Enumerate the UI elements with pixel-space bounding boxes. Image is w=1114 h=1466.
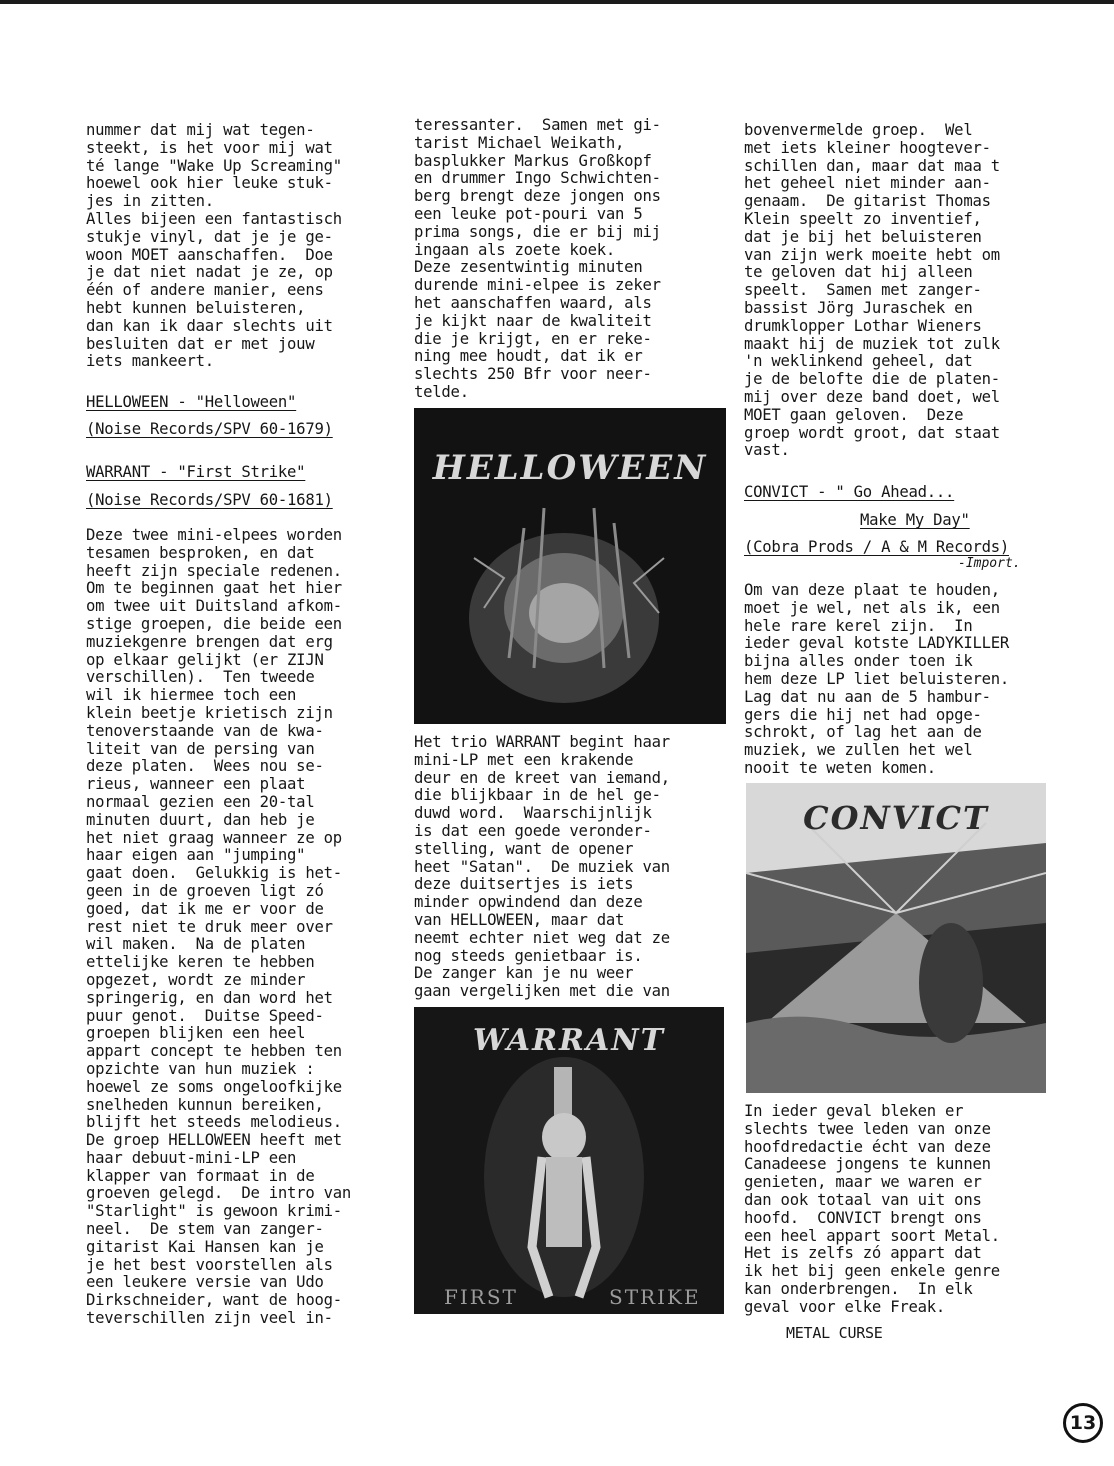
warrant-cover-logo: WARRANT xyxy=(473,1023,665,1058)
column-2-middle xyxy=(414,734,670,1001)
text-line: genaam. De gitarist Thomas xyxy=(744,192,991,211)
text-line: duwd word. Waarschijnlijk xyxy=(414,804,652,823)
text-line: ieder geval kotste LADYKILLER xyxy=(744,634,1010,653)
warrant-album-cover xyxy=(414,1007,724,1314)
text-line: basplukker Markus Großkopf xyxy=(414,151,652,170)
text-line: schillen dan, maar dat maa t xyxy=(744,156,1000,175)
column-2-top xyxy=(414,117,661,402)
text-line: heet "Satan". De muziek van xyxy=(414,857,670,876)
text-line: prima songs, die er bij mij xyxy=(414,222,661,241)
text-line: wil maken. Na de platen xyxy=(86,935,306,954)
text-line: moet je wel, net als ik, een xyxy=(744,598,1000,617)
text-line: hebt kunnen beluisteren, xyxy=(86,298,306,317)
text-line: opzichte van hun muziek : xyxy=(86,1059,315,1078)
text-line: dan kan ik daar slechts uit xyxy=(86,316,333,335)
text-line: Om te beginnen gaat het hier xyxy=(86,579,342,598)
text-line: té lange "Wake Up Screaming" xyxy=(86,156,342,175)
text-line: haar debuut-mini-LP een xyxy=(86,1148,297,1167)
convict-album-cover xyxy=(746,783,1046,1093)
text-line: heeft zijn speciale redenen. xyxy=(86,561,342,580)
text-line: neel. De stem van zanger- xyxy=(86,1220,324,1239)
text-line: van HELLOWEEN, maar dat xyxy=(414,910,625,929)
text-line: met iets kleiner hoogtever- xyxy=(744,138,991,157)
text-line: een leuke pot-pouri van 5 xyxy=(414,204,643,223)
text-line: rest niet te druk meer over xyxy=(86,917,333,936)
text-line: groepen blijken een heel xyxy=(86,1024,306,1043)
text-line: gaan vergelijken met die van xyxy=(414,982,670,1001)
text-line: en drummer Ingo Schwichten- xyxy=(414,169,661,188)
text-line: op elkaar gelijkt (er ZIJN xyxy=(86,650,324,669)
warrant-cover-first: FIRST xyxy=(444,1285,518,1309)
helloween-cover-logo: HELLOWEEN xyxy=(432,448,708,488)
text-line: klein beetje krietisch zijn xyxy=(86,703,333,722)
text-line: tarist Michael Weikath, xyxy=(414,133,625,152)
helloween-review-label: (Noise Records/SPV 60-1679) xyxy=(86,420,333,438)
text-line: om twee uit Duitsland afkom- xyxy=(86,597,342,616)
text-line: appart concept te hebben ten xyxy=(86,1042,342,1061)
text-line: je kijkt naar de kwaliteit xyxy=(414,311,652,330)
text-line: liteit van de persing van xyxy=(86,739,315,758)
text-line: MOET gaan geloven. Deze xyxy=(744,405,964,424)
text-line: rieus, wanneer een plaat xyxy=(86,775,306,794)
text-line: hoofdredactie écht van deze xyxy=(744,1137,991,1156)
text-line: muziekgenre brengen dat erg xyxy=(86,632,333,651)
text-line: is dat een goede veronder- xyxy=(414,821,652,840)
text-line: kan onderbrengen. In elk xyxy=(744,1279,973,1298)
text-line: springerig, en dan word het xyxy=(86,988,333,1007)
text-line: stukje vinyl, dat je je ge- xyxy=(86,227,333,246)
top-border xyxy=(0,0,1114,4)
text-line: je dat niet nadat je ze, op xyxy=(86,263,333,282)
text-line: iets mankeert. xyxy=(86,352,214,371)
text-line: gitarist Kai Hansen kan je xyxy=(86,1237,324,1256)
text-line: In ieder geval bleken er xyxy=(744,1102,964,1120)
text-line: dan ook totaal van uit ons xyxy=(744,1190,982,1209)
text-line: jes in zitten. xyxy=(86,192,214,211)
text-line: van zijn werk moeite hebt om xyxy=(744,245,1000,264)
text-line: mini-LP met een krakende xyxy=(414,750,634,769)
warrant-review-title: WARRANT - "First Strike" xyxy=(86,463,306,481)
warrant-review-label: (Noise Records/SPV 60-1681) xyxy=(86,491,333,509)
text-line: Klein speelt zo inventief, xyxy=(744,209,982,228)
text-line: bijna alles onder toen ik xyxy=(744,652,973,671)
text-line: één of andere manier, eens xyxy=(86,281,324,300)
text-line: groep wordt groot, dat staat xyxy=(744,423,1000,442)
helloween-album-cover xyxy=(414,408,726,724)
text-line: muziek, we zullen het wel xyxy=(744,741,973,760)
text-line: haar eigen aan "jumping" xyxy=(86,846,306,865)
text-line: het aanschaffen waard, als xyxy=(414,293,652,312)
text-line: berg brengt deze jongen ons xyxy=(414,187,661,206)
convict-cover-logo: CONVICT xyxy=(803,799,989,837)
text-line: deze platen. Wees nou se- xyxy=(86,757,324,776)
text-line: opgezet, wordt ze minder xyxy=(86,970,306,989)
text-line: "Starlight" is gewoon krimi- xyxy=(86,1202,342,1221)
text-line: speelt. Samen met zanger- xyxy=(744,281,982,300)
text-line: ning mee houdt, dat ik er xyxy=(414,347,643,366)
text-line: Alles bijeen een fantastisch xyxy=(86,209,342,228)
text-line: te geloven dat hij alleen xyxy=(744,263,973,282)
text-line: die je krijgt, en er reke- xyxy=(414,329,652,348)
text-line: slechts twee leden van onze xyxy=(744,1119,991,1138)
text-line: een heel appart soort Metal. xyxy=(744,1226,1000,1245)
text-line: stige groepen, die beide een xyxy=(86,614,342,633)
text-line: minuten duurt, dan heb je xyxy=(86,810,315,829)
text-line: Deze twee mini-elpees worden xyxy=(86,526,342,544)
text-line: vast. xyxy=(744,441,790,460)
text-line: 'n weklinkend geheel, dat xyxy=(744,352,973,371)
author-signature: METAL CURSE xyxy=(786,1324,883,1342)
convict-review-title-2: Make My Day" xyxy=(860,511,970,529)
text-line: dat je bij het beluisteren xyxy=(744,227,982,246)
text-line: bovenvermelde groep. Wel xyxy=(744,121,973,139)
page-number: 13 xyxy=(1063,1403,1103,1443)
column-3-middle xyxy=(744,582,1009,778)
text-line: Dirkschneider, want de hoog- xyxy=(86,1291,342,1310)
text-line: ettelijke keren te hebben xyxy=(86,953,315,972)
text-line: blijft het steeds melodieus. xyxy=(86,1113,342,1132)
convict-import-note: -Import. xyxy=(958,556,1021,571)
convict-review-label: (Cobra Prods / A & M Records) xyxy=(744,538,1010,556)
text-line: groeven gelegd. De intro van xyxy=(86,1184,352,1203)
text-line: puur genot. Duitse Speed- xyxy=(86,1006,324,1025)
text-line: hele rare kerel zijn. In xyxy=(744,616,973,635)
text-line: ingaan als zoete koek. xyxy=(414,240,616,259)
text-line: teverschillen zijn veel in- xyxy=(86,1309,333,1328)
text-line: slechts 250 Bfr voor neer- xyxy=(414,365,652,384)
text-line: deur en de kreet van iemand, xyxy=(414,768,670,787)
text-line: gers die hij net had opge- xyxy=(744,705,982,724)
text-line: De groep HELLOWEEN heeft met xyxy=(86,1131,342,1150)
column-3-bottom xyxy=(744,1103,1000,1317)
text-line: minder opwindend dan deze xyxy=(414,893,643,912)
text-line: je de belofte die de platen- xyxy=(744,370,1000,389)
text-line: Canadeese jongens te kunnen xyxy=(744,1155,991,1174)
column-1-body xyxy=(86,527,351,1328)
text-line: bassist Jörg Juraschek en xyxy=(744,298,973,317)
text-line: Het is zelfs zó appart dat xyxy=(744,1244,982,1263)
column-3-top xyxy=(744,122,1000,460)
text-line: steekt, is het voor mij wat xyxy=(86,138,333,157)
text-line: neemt echter niet weg dat ze xyxy=(414,928,670,947)
text-line: nummer dat mij wat tegen- xyxy=(86,121,315,139)
text-line: geen in de groeven ligt zó xyxy=(86,881,324,900)
text-line: snelheden kunnun bereiken, xyxy=(86,1095,324,1114)
text-line: normaal gezien een 20-tal xyxy=(86,792,315,811)
text-line: genieten, maar we waren er xyxy=(744,1173,982,1192)
text-line: die blijkbaar in de hel ge- xyxy=(414,786,661,805)
text-line: hoewel ook hier leuke stuk- xyxy=(86,174,333,193)
text-line: woon MOET aanschaffen. Doe xyxy=(86,245,333,264)
text-line: gaat doen. Gelukkig is het- xyxy=(86,864,342,883)
text-line: besluiten dat er met jouw xyxy=(86,334,315,353)
text-line: goed, dat ik me er voor de xyxy=(86,899,324,918)
text-line: het niet graag wanneer ze op xyxy=(86,828,342,847)
text-line: Deze zesentwintig minuten xyxy=(414,258,643,277)
text-line: verschillen). Ten tweede xyxy=(86,668,315,687)
warrant-cover-strike: STRIKE xyxy=(609,1285,701,1309)
text-line: wil ik hiermee toch een xyxy=(86,686,297,705)
text-line: hoewel ze soms ongeloofkijke xyxy=(86,1077,342,1096)
text-line: maakt hij de muziek tot zulk xyxy=(744,334,1000,353)
text-line: tesamen besproken, en dat xyxy=(86,543,315,562)
text-line: ik het bij geen enkele genre xyxy=(744,1262,1000,1281)
text-line: Om van deze plaat te houden, xyxy=(744,581,1000,599)
column-1-intro xyxy=(86,122,342,371)
text-line: schrokt, of lag het aan de xyxy=(744,723,982,742)
helloween-review-title: HELLOWEEN - "Helloween" xyxy=(86,393,297,411)
text-line: stelling, want de opener xyxy=(414,839,634,858)
text-line: deze duitsertjes is iets xyxy=(414,875,634,894)
text-line: klapper van formaat in de xyxy=(86,1166,315,1185)
text-line: geval voor elke Freak. xyxy=(744,1297,946,1316)
text-line: tenoverstaande van de kwa- xyxy=(86,721,324,740)
text-line: hem deze LP liet beluisteren. xyxy=(744,669,1010,688)
text-line: nog steeds genietbaar is. xyxy=(414,946,643,965)
text-line: je het best voorstellen als xyxy=(86,1255,333,1274)
text-line: De zanger kan je nu weer xyxy=(414,964,634,983)
text-line: het geheel niet minder aan- xyxy=(744,174,991,193)
text-line: mij over deze band doet, wel xyxy=(744,387,1000,406)
text-line: Lag dat nu aan de 5 hambur- xyxy=(744,687,991,706)
text-line: een leukere versie van Udo xyxy=(86,1273,324,1292)
text-line: telde. xyxy=(414,382,469,401)
text-line: Het trio WARRANT begint haar xyxy=(414,733,670,751)
text-line: drumklopper Lothar Wieners xyxy=(744,316,982,335)
text-line: hoofd. CONVICT brengt ons xyxy=(744,1208,982,1227)
convict-review-title: CONVICT - " Go Ahead... xyxy=(744,483,955,501)
text-line: durende mini-elpee is zeker xyxy=(414,276,661,295)
text-line: nooit te weten komen. xyxy=(744,758,936,777)
text-line: teressanter. Samen met gi- xyxy=(414,116,661,134)
